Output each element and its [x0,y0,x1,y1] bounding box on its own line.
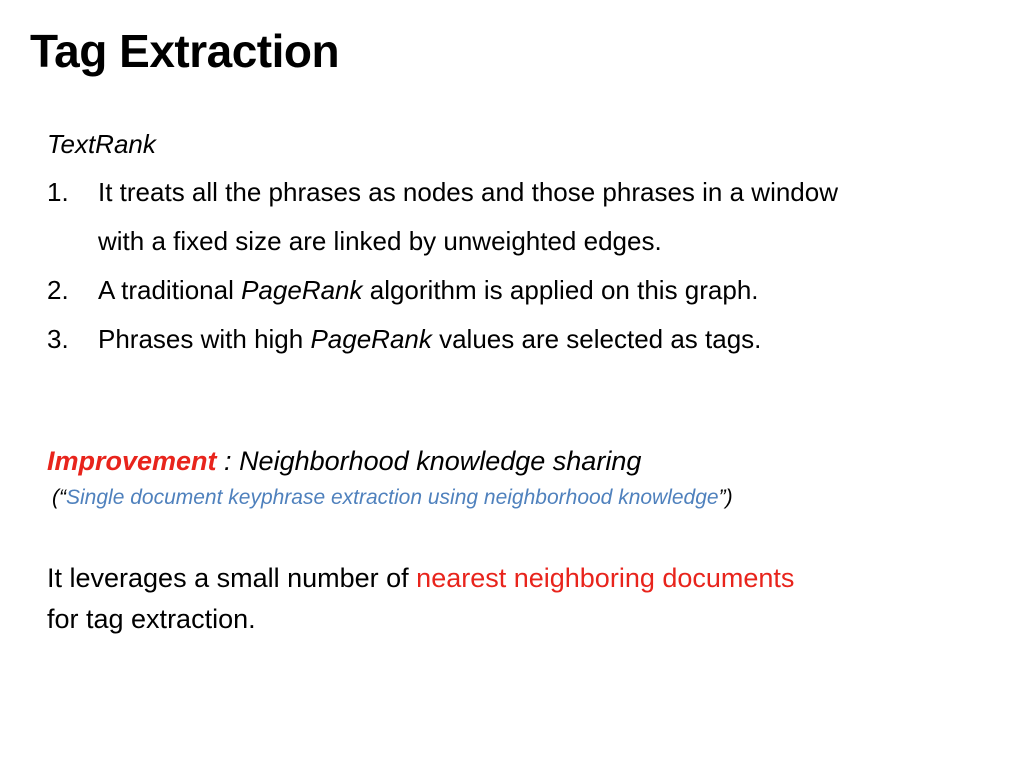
slide-content [47,124,1007,364]
list-item-text [47,315,1007,364]
citation [52,482,733,514]
list-item-number: 3. [47,324,69,354]
improvement-text: Neighborhood knowledge sharing [239,446,642,476]
citation-close: ”) [718,486,733,509]
list-item [47,168,1007,266]
list-item [47,266,1007,315]
list-item-emphasis: PageRank [310,324,432,354]
improvement-label: Improvement [47,446,217,476]
list-item-text-before: Phrases with high [98,324,311,354]
list-item-text-after: algorithm is applied on this graph. [362,275,759,305]
list-item-text [47,266,1007,315]
list-item-emphasis: PageRank [241,275,363,305]
citation-title: Single document keyphrase extraction using neighborhood knowledge [66,486,719,509]
list-item-text-before: A traditional [98,275,242,305]
improvement-heading [47,441,641,481]
list-item-text-line-1: It treats all the phrases as nodes and those phrases in a window [98,177,838,207]
list-item [47,315,1007,364]
list-item-text-line-2: with a fixed size are linked by unweighted edges. [98,226,662,256]
paragraph-highlight: nearest neighboring documents [416,563,795,593]
list-item-text-after: values are selected as tags. [431,324,762,354]
paragraph-text-before: It leverages a small number of [47,563,417,593]
list-item-number: 1. [47,177,69,207]
numbered-list [47,168,1007,364]
improvement-separator: : [216,446,240,476]
paragraph-text-after: for tag extraction. [47,604,256,634]
citation-open: (“ [52,486,66,509]
slide-title: Tag Extraction [30,25,340,77]
list-item-number: 2. [47,275,69,305]
subheading: TextRank [47,129,156,159]
summary-paragraph [47,558,947,640]
